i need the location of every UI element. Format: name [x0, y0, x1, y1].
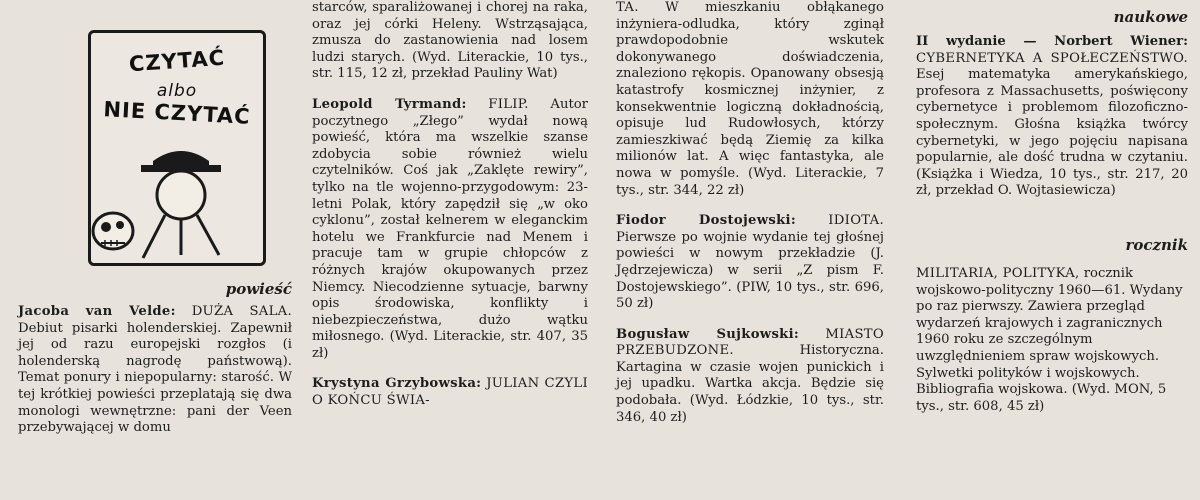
column-2 — [300, 0, 598, 500]
entry-title: CYBERNETYKA A SPOŁECZEŃSTWO. — [916, 50, 1188, 66]
entry-body: Debiut pisarki holenderskiej. Zapewnił jej od razu europejski rozgłos (i holenderską nagrodę państwową). Temat ponury i niepopularny: starość. W tej krótkiej powieści przeplatają się dwa monologi wewnętrzne: pani der Veen przebywającej w domu — [18, 320, 292, 436]
section-label-naukowe: naukowe — [1113, 8, 1188, 26]
entry-author: Bogusław Sujkowski: — [616, 326, 800, 342]
entry-title: MILITARIA, POLITYKA, — [916, 265, 1080, 281]
entry-title: MIASTO PRZEBUDZONE. — [616, 326, 884, 359]
entry-author: Krystyna Grzybowska: — [312, 376, 482, 392]
entry-publication: (Wyd. Łódzkie, 10 tys., str. 346, 40 zł) — [616, 393, 884, 425]
entry-tyrmand — [312, 97, 588, 363]
entry-body: Autor poczytnego „Złego” wydał nową powieść, która ma wszelkie szanse zdobycia sobie również wielu czytelników. Coś jak „Zaklęte rewiry”, tylko na tle wojenno-przygodowym: 23-letni Polak, który zapędził się „w oko cyklonu”, został kelnerem w eleganckim hotelu we Frankfurcie nad Menem i pracuje tam w grupie chłopców z różnych krajów okupowanych przez Niemcy. Niecodzienne sytuacje, barwny opis środowiska, konflikty i niebezpieczeństwa, dużo wątku miłosnego. — [312, 96, 588, 345]
entry-sujkowski — [616, 327, 884, 427]
column-3 — [598, 0, 894, 500]
entry-velde-continued — [312, 0, 588, 83]
entry-author: Leopold Tyrmand: — [312, 96, 467, 112]
entry-title: JULIAN CZYLI O KOŃCU ŚWIA- — [312, 376, 588, 409]
illustration-text-czytac: CZYTAĆ — [128, 45, 226, 77]
column-4 — [894, 0, 1200, 500]
entry-body: Historyczna. Kartagina w czasie wojen punickich i jej upadku. Wartka akcja. Będzie się podobała. — [616, 343, 884, 409]
section-label-powiesc: powieść — [225, 280, 292, 298]
entry-publication: (Wyd. MON, 5 tys., str. 608, 45 zł) — [916, 382, 1167, 414]
entry-grzybowska — [312, 376, 588, 409]
entry-title: DUŻA SALA. — [191, 304, 292, 319]
entry-publication: (PIW, 10 tys., str. 696, 50 zł) — [616, 279, 884, 312]
entry-body: rocznik wojskowo-polityczny 1960—61. Wydany po raz pierwszy. Zawiera przegląd wydarzeń krajowych i zagranicznych 1960 roku ze szczególnym uwzględnieniem spraw wojskowych. Sylwetki polityków i wojskowych. Bibliografia wojskowa. — [916, 265, 1183, 398]
illustration-text-nie-czytac: NIE CZYTAĆ — [102, 97, 252, 129]
entry-body: W mieszkaniu obłąkanego inżyniera-odludka, który zginął prawdopodobnie wskutek dokonywanego doświadczenia, znaleziono rękopis. Opanowany obsesją katastrofy kosmicznej inżynier, z konsekwentnie logiczną dokładnością, opisuje lud Rudowłosych, którzy zamieszkiwać będą Ziemię za kilka milionów lat. A więc fantastyka, ale nowa w pomyśle. — [616, 0, 884, 181]
entry-militaria — [916, 266, 1188, 415]
entry-author: Jacoba van Velde: — [18, 304, 176, 319]
entry-title: FILIP. — [488, 96, 529, 112]
entry-author: Fiodor Dostojewski: — [616, 213, 797, 229]
entry-body: Pierwsze po wojnie wydanie tej głośnej powieści w nowym przekładzie (J. Jędrzejewicza) w serii „Z pism F. Dostojewskiego”. — [616, 229, 884, 295]
entry-velde — [18, 304, 292, 437]
illustration-czytac-albo-nie-czytac — [88, 30, 266, 266]
entry-publication: (Wyd. Literackie, str. 407, 35 zł) — [312, 329, 588, 361]
entry-wiener — [916, 34, 1188, 200]
entry-grzybowska-continued — [616, 0, 884, 199]
entry-title: IDIOTA. — [828, 213, 884, 229]
entry-body: starców, sparaliżowanej i chorej na raka, oraz jej córki Heleny. Wstrząsająca, zmusza do zastanowienia nad losem ludzi starych. (Wyd. Literackie, 10 tys., str. 115, 12 zł, przekład Pauliny Wat) — [312, 0, 588, 82]
entry-publication: (Książka i Wiedza, 10 tys., str. 217, 20 zł, przekład O. Wojtasiewicza) — [916, 166, 1188, 199]
illustration-text-albo: albo — [156, 81, 198, 101]
entry-body: Esej matematyka amerykańskiego, profesora z Massachusetts, poświęcony cybernetyce i problemom filozoficzno-społecznym. Głośna książka twórcy cybernetyki, w jego pojęciu napisana popularnie, ale dość trudna w czytaniu. — [916, 67, 1188, 166]
column-1 — [0, 0, 300, 500]
entry-dostojewski — [616, 213, 884, 313]
section-label-rocznik: rocznik — [1125, 235, 1188, 254]
entry-title: TA. — [616, 0, 639, 15]
entry-publication: (Wyd. Literackie, 7 tys., str. 344, 22 zł) — [616, 165, 884, 198]
entry-author: II wydanie — Norbert Wiener: — [916, 34, 1188, 49]
